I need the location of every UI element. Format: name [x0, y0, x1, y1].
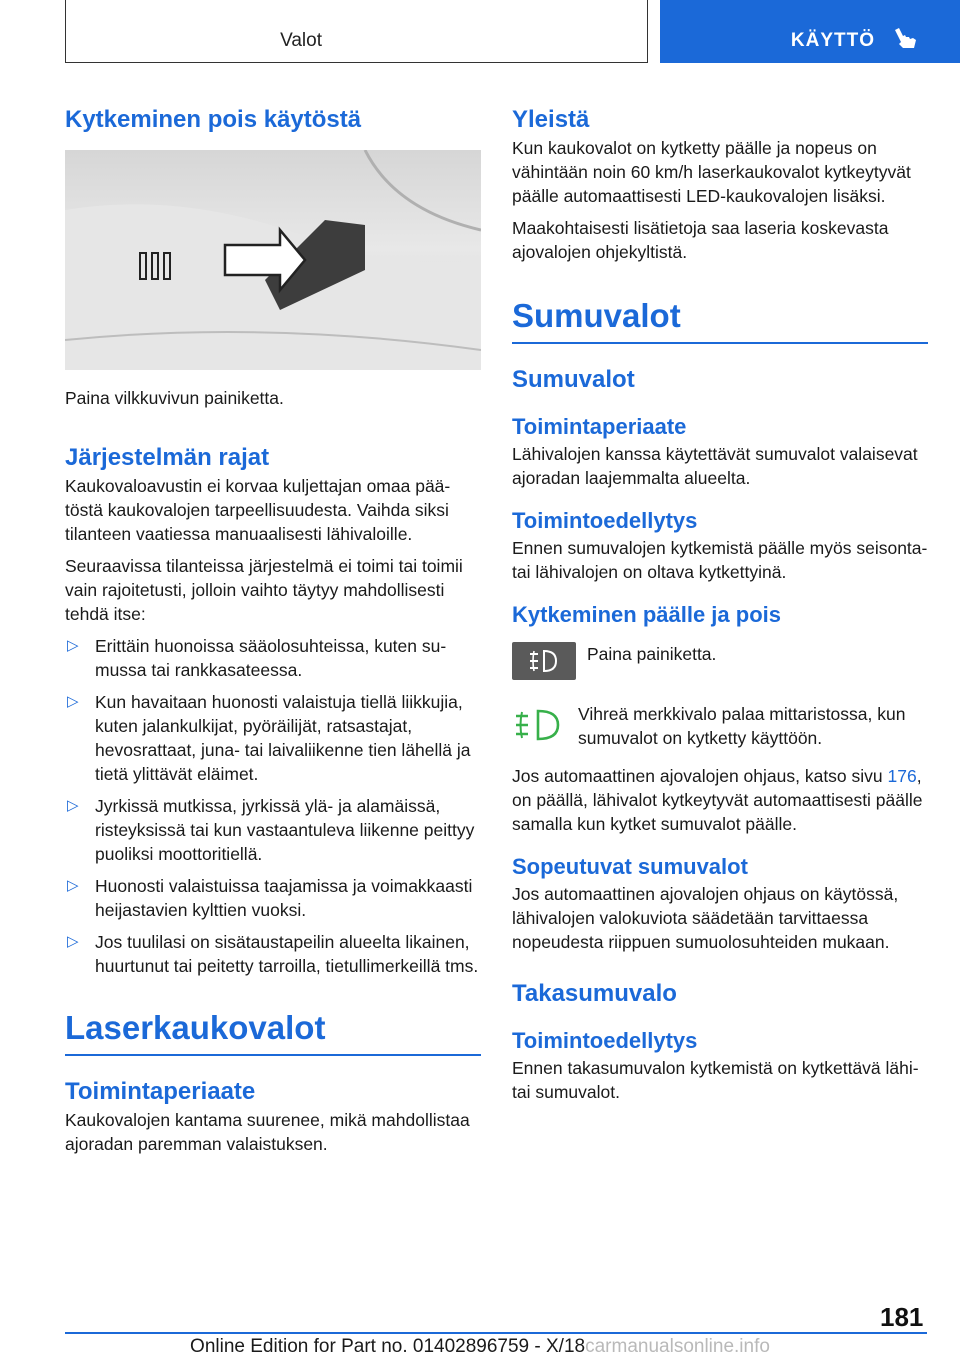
fog-requirement-paragraph: Ennen sumuvalojen kytkemistä päälle myös seisonta- tai lähivalojen on oltava kytkettyinä. — [512, 538, 928, 582]
principle-paragraph: Kaukovalojen kantama suurenee, mikä mahdollistaa ajoradan paremman valaistuksen. — [65, 1110, 470, 1154]
triangle-bullet-icon: ▷ — [67, 693, 79, 710]
page-link[interactable]: 176 — [887, 766, 917, 786]
headlight-flasher-stalk-image — [65, 150, 481, 370]
heading-adaptive: Sopeutuvat sumuvalot — [512, 854, 748, 879]
list-item: ▷ Jyrkissä mutkissa, jyrkissä ylä- ja alamäissä, risteyksissä tai kun vastaantuleva liikenne peittyy puoliksi moottoritiellä. — [67, 796, 475, 864]
right-column — [512, 100, 928, 1104]
list-item: ▷ Jos tuulilasi on sisätaustapeilin alueelta likainen, huurtunut tai peitetty tarroilla, tietullimerkeillä tms. — [67, 932, 479, 976]
general-paragraph-2: Maakohtaisesti lisätietoja saa laseria koskevasta ajovalojen ohjekyltistä. — [512, 218, 889, 262]
section-rule — [512, 342, 928, 344]
list-item: ▷ Kun havaitaan huonosti valaistuja tiellä liikkujia, kuten jalankulkijat, pyöräilijät, ratsastajat, hevosrattaat, juna- tai laivaliikenne tien lähellä ja tietä ylittävät eläimet. — [67, 692, 471, 784]
heading-fog: Sumuvalot — [512, 297, 681, 334]
left-column — [65, 100, 481, 1156]
image-caption: Paina vilkkuvivun painiketta. — [65, 388, 284, 408]
general-paragraph-1: Kun kaukovalot on kytketty päälle ja nopeus on vähintään noin 60 km/h laserkaukovalot kytkeytyvät päälle automaattisesti LED-kaukovalojen lisäksi. — [512, 138, 911, 206]
auto-headlight-paragraph: Jos automaattinen ajovalojen ohjaus, katso sivu 176, on päällä, lähivalot kytkeytyvät automaattisesti päälle samalla kun kytket sumuvalot päälle. — [512, 766, 923, 834]
list-item: ▷ Erittäin huonoissa sääolosuhteissa, kuten sumussa tai rankkasateessa. — [67, 636, 447, 680]
header-frame — [65, 0, 648, 63]
indicator-text: Vihreä merkkivalo palaa mittaristossa, kun sumuvalot on kytketty käyttöön. — [578, 704, 906, 748]
section-rule — [65, 1054, 481, 1056]
chapter-tab[interactable] — [660, 0, 960, 63]
triangle-bullet-icon: ▷ — [67, 797, 79, 814]
heading-fog-sub: Sumuvalot — [512, 366, 635, 393]
press-button-text: Paina painiketta. — [587, 644, 717, 664]
heading-limits: Järjestelmän rajat — [65, 444, 270, 471]
watermark: carmanualsonline.info — [585, 1336, 770, 1357]
triangle-bullet-icon: ▷ — [67, 877, 79, 894]
page-number: 181 — [880, 1302, 924, 1332]
triangle-bullet-icon: ▷ — [67, 637, 79, 654]
triangle-bullet-icon: ▷ — [67, 933, 79, 950]
rear-requirement-paragraph: Ennen takasumuvalon kytkemistä on kytkettävä lähi- tai sumuvalot. — [512, 1058, 919, 1102]
heading-general: Yleistä — [512, 106, 590, 133]
adaptive-paragraph: Jos automaattinen ajovalojen ohjaus on käytössä, lähivalojen valokuviota säädetään tarvittaessa nopeudesta riippuen sumuolosuhteiden mukaan. — [512, 884, 899, 952]
list-item: ▷ Huonosti valaistuissa taajamissa ja voimakkaasti heijastavien kylttien vuoksi. — [67, 876, 473, 920]
pointing-hand-icon — [892, 26, 918, 54]
fog-light-indicator-icon — [512, 702, 564, 748]
heading-fog-principle: Toimintaperiaate — [512, 414, 687, 439]
fog-button-row — [512, 642, 928, 688]
heading-fog-requirement: Toimintoedellytys — [512, 508, 698, 533]
fog-light-button-icon — [512, 642, 576, 680]
heading-fog-onoff: Kytkeminen päälle ja pois — [512, 602, 781, 627]
edition-text: Online Edition for Part no. 01402896759 - X/18 — [190, 1336, 586, 1357]
fog-indicator-row — [512, 702, 928, 750]
chapter-tab-label: KÄYTTÖ — [790, 30, 875, 51]
stalk-illustration — [65, 150, 481, 370]
heading-laser: Laserkaukovalot — [65, 1009, 326, 1046]
heading-rear: Takasumuvalo — [512, 980, 677, 1007]
limits-list — [65, 634, 481, 978]
limits-paragraph-2: Seuraavissa tilanteissa järjestelmä ei toimi tai toimii vain rajoitetusti, jolloin vaihto täytyy mahdollisesti tehdä itse: — [65, 556, 463, 624]
fog-principle-paragraph: Lähivalojen kanssa käytettävät sumuvalot valaisevat ajoradan laajemmalta alueelta. — [512, 444, 918, 488]
heading-switch-off: Kytkeminen pois käytöstä — [65, 106, 362, 133]
heading-principle: Toimintaperiaate — [65, 1078, 256, 1105]
footer-rule — [65, 1332, 927, 1334]
heading-rear-requirement: Toimintoedellytys — [512, 1028, 698, 1053]
footer — [0, 1336, 960, 1358]
limits-paragraph-1: Kaukovaloavustin ei korvaa kuljettajan omaa päätöstä kaukovalojen tarpeellisuudesta. Vaihda siksi tilanteen vaatiessa manuaalisesti lähivaloille. — [65, 476, 451, 544]
section-title: Valot — [280, 30, 322, 51]
